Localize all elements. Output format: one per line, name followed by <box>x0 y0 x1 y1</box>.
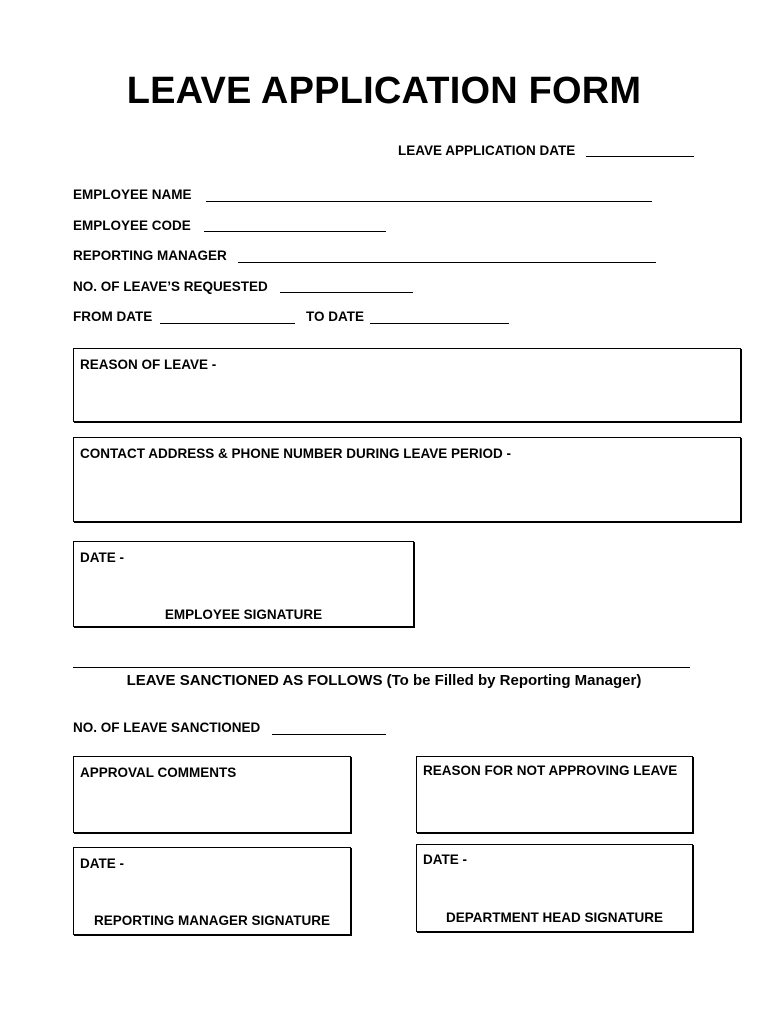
employee-code-field[interactable] <box>204 231 386 232</box>
not-approving-reason-box[interactable] <box>416 756 693 833</box>
leaves-sanctioned-field[interactable] <box>272 734 386 735</box>
page-title: LEAVE APPLICATION FORM <box>126 70 642 112</box>
approval-comments-box[interactable] <box>73 756 351 833</box>
contact-address-box[interactable] <box>73 437 741 522</box>
employee-signature-label: EMPLOYEE SIGNATURE <box>164 607 323 622</box>
reason-of-leave-box[interactable] <box>73 348 741 422</box>
leaves-sanctioned-label: NO. OF LEAVE SANCTIONED <box>73 720 261 735</box>
employee-signature-box[interactable] <box>73 541 414 627</box>
application-date-field[interactable] <box>586 156 694 157</box>
manager-signature-label: REPORTING MANAGER SIGNATURE <box>93 913 330 928</box>
manager-date-label: DATE - <box>80 856 124 871</box>
from-date-field[interactable] <box>160 323 295 324</box>
manager-signature-box[interactable] <box>73 847 351 935</box>
employee-name-field[interactable] <box>206 201 652 202</box>
leaves-requested-label: NO. OF LEAVE’S REQUESTED <box>73 279 268 294</box>
dept-head-signature-box[interactable] <box>416 844 693 932</box>
leaves-requested-field[interactable] <box>280 292 413 293</box>
to-date-label: TO DATE <box>306 309 365 324</box>
from-date-label: FROM DATE <box>73 309 153 324</box>
not-approving-reason-label: REASON FOR NOT APPROVING LEAVE <box>423 763 678 778</box>
employee-name-label: EMPLOYEE NAME <box>73 187 192 202</box>
reporting-manager-label: REPORTING MANAGER <box>73 248 227 263</box>
dept-head-signature-label: DEPARTMENT HEAD SIGNATURE <box>445 910 663 925</box>
contact-address-label: CONTACT ADDRESS & PHONE NUMBER DURING LEAVE PERIOD - <box>80 446 512 461</box>
sanction-heading: LEAVE SANCTIONED AS FOLLOWS (To be Filled by Reporting Manager) <box>126 672 642 689</box>
reason-of-leave-label: REASON OF LEAVE - <box>80 357 217 372</box>
section-divider <box>73 667 690 668</box>
reporting-manager-field[interactable] <box>238 262 656 263</box>
employee-code-label: EMPLOYEE CODE <box>73 218 191 233</box>
application-date-label: LEAVE APPLICATION DATE <box>398 143 576 158</box>
to-date-field[interactable] <box>370 323 509 324</box>
approval-comments-label: APPROVAL COMMENTS <box>80 765 237 780</box>
dept-head-date-label: DATE - <box>423 852 467 867</box>
employee-date-label: DATE - <box>80 550 124 565</box>
